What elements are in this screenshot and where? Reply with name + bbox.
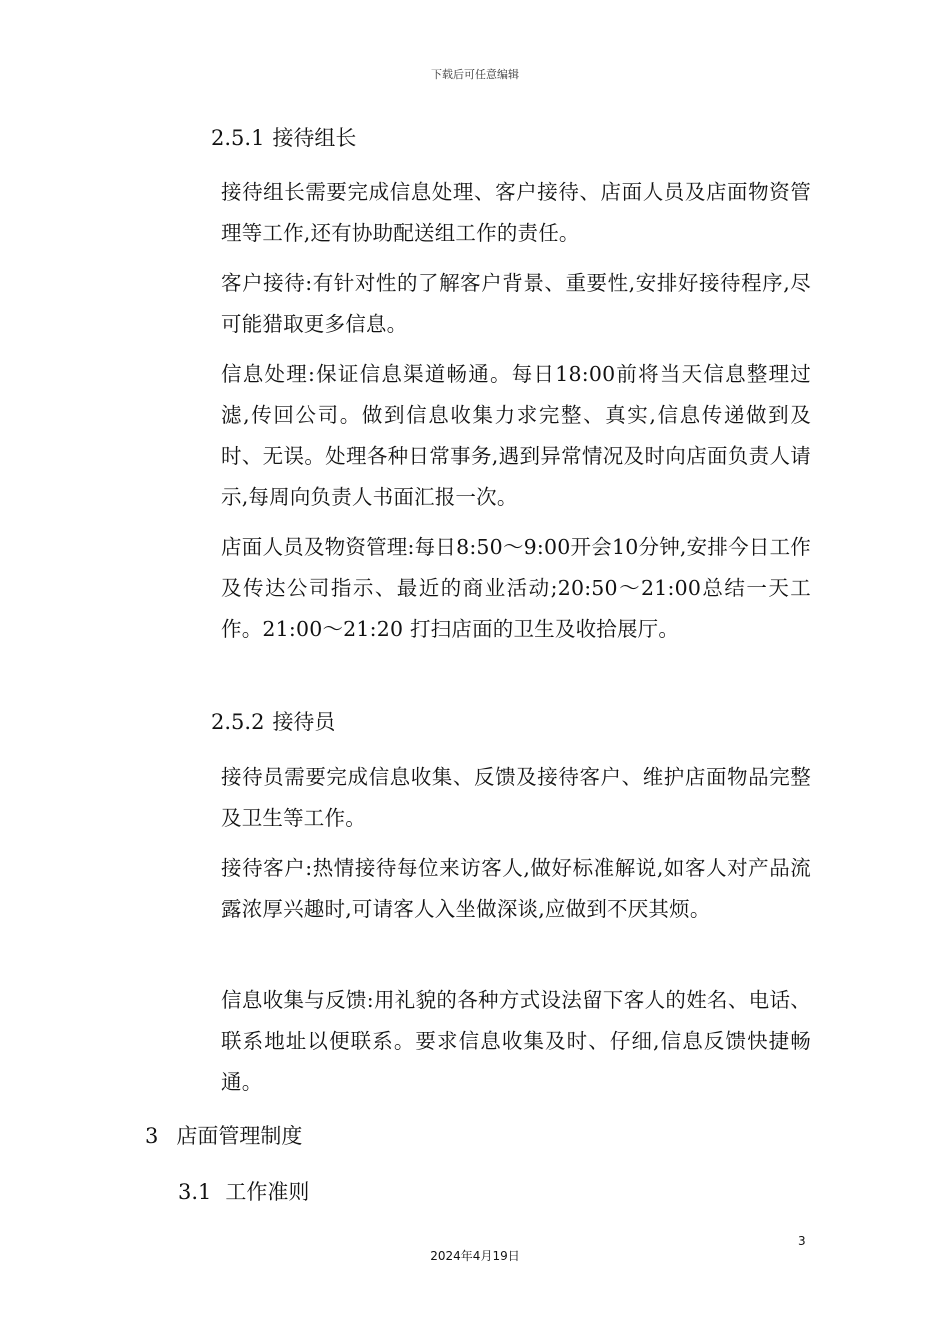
section-number: 2.5.1 [211, 126, 265, 150]
section-title: 工作准则 [225, 1180, 310, 1204]
section-title: 接待组长 [272, 126, 357, 150]
section-heading-3-1 [178, 1178, 309, 1206]
section-number: 3 [145, 1124, 159, 1148]
section-heading-3 [145, 1122, 302, 1150]
paragraph: 店面人员及物资管理:每日8:50～9:00开会10分钟,安排今日工作及传达公司指示、最近的商业活动;20:50～21:00总结一天工作。21:00～21:20 打扫店面的卫生及收拾展厅。 [221, 535, 811, 641]
paragraph: 信息处理:保证信息渠道畅通。每日18:00前将当天信息整理过滤,传回公司。做到信息收集力求完整、真实,信息传递做到及时、无误。处理各种日常事务,遇到异常情况及时向店面负责人请示,每周向负责人书面汇报一次。 [221, 362, 811, 509]
page-date: 2024年4月19日 [430, 1249, 520, 1263]
page-number: 3 [798, 1234, 806, 1248]
section-heading-2-5-2 [211, 708, 335, 736]
page-header: 下载后可任意编辑 [431, 68, 519, 81]
section-title: 接待员 [272, 710, 336, 734]
paragraph: 接待客户:热情接待每位来访客人,做好标准解说,如客人对产品流露浓厚兴趣时,可请客人入坐做深谈,应做到不厌其烦。 [221, 856, 811, 921]
section-title: 店面管理制度 [176, 1124, 303, 1148]
paragraph: 信息收集与反馈:用礼貌的各种方式设法留下客人的姓名、电话、联系地址以便联系。要求信息收集及时、仔细,信息反馈快捷畅通。 [221, 988, 811, 1094]
section-heading-2-5-1 [211, 124, 356, 152]
paragraph: 客户接待:有针对性的了解客户背景、重要性,安排好接待程序,尽可能猎取更多信息。 [221, 271, 811, 336]
paragraph: 接待员需要完成信息收集、反馈及接待客户、维护店面物品完整及卫生等工作。 [221, 765, 811, 830]
section-number: 3.1 [178, 1180, 212, 1204]
paragraph: 接待组长需要完成信息处理、客户接待、店面人员及店面物资管理等工作,还有协助配送组工作的责任。 [221, 180, 811, 245]
section-number: 2.5.2 [211, 710, 265, 734]
